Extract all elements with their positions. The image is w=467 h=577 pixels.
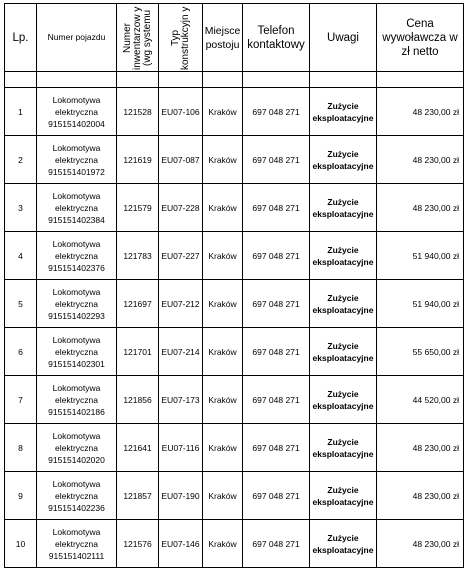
cell-price: 48 230,00 zł (377, 136, 464, 184)
cell-inventory: 121857 (117, 472, 159, 520)
vehicle-line1: Lokomotywa (52, 94, 101, 105)
vehicle-line3: 915151402301 (48, 358, 105, 369)
cell-location: Kraków (203, 376, 243, 424)
cell-lp: 6 (5, 328, 37, 376)
cell-type: EU07-227 (159, 232, 203, 280)
remarks-line2: eksploatacyjne (312, 496, 374, 507)
cell-remarks (310, 88, 377, 136)
vehicle-line3: 915151401972 (48, 166, 105, 177)
vehicle-line2: elektryczna (55, 490, 98, 501)
cell-phone: 697 048 271 (243, 184, 310, 232)
vehicle-line1: Lokomotywa (52, 142, 101, 153)
cell-type: EU07-087 (159, 136, 203, 184)
vehicle-line1: Lokomotywa (52, 430, 101, 441)
remarks-line1: Zużycie (327, 532, 359, 543)
cell-price: 48 230,00 zł (377, 424, 464, 472)
vehicle-line2: elektryczna (55, 538, 98, 549)
remarks-line2: eksploatacyjne (312, 160, 374, 171)
cell-remarks (310, 328, 377, 376)
cell-price: 51 940,00 zł (377, 232, 464, 280)
remarks-line2: eksploatacyjne (312, 448, 374, 459)
header-inventory-number-label: Numer inwentarzow y (wg systemu (121, 5, 153, 70)
cell-remarks (310, 136, 377, 184)
vehicle-line3: 915151402293 (48, 310, 105, 321)
cell-type: EU07-212 (159, 280, 203, 328)
cell-phone: 697 048 271 (243, 232, 310, 280)
table-row (5, 184, 464, 232)
cell-vehicle-number (37, 280, 117, 328)
table-row (5, 232, 464, 280)
table-row (5, 520, 464, 568)
remarks-line2: eksploatacyjne (312, 208, 374, 219)
remarks-line2: eksploatacyjne (312, 352, 374, 363)
cell-lp: 9 (5, 472, 37, 520)
vehicle-line2: elektryczna (55, 154, 98, 165)
cell-lp: 7 (5, 376, 37, 424)
cell-phone: 697 048 271 (243, 520, 310, 568)
header-vehicle-number: Numer pojazdu (37, 4, 117, 72)
remarks-line2: eksploatacyjne (312, 304, 374, 315)
cell-vehicle-number (37, 328, 117, 376)
remarks-line1: Zużycie (327, 292, 359, 303)
header-spacer-row (5, 72, 464, 88)
cell-vehicle-number (37, 88, 117, 136)
cell-inventory: 121641 (117, 424, 159, 472)
remarks-line1: Zużycie (327, 388, 359, 399)
cell-lp: 8 (5, 424, 37, 472)
vehicle-line2: elektryczna (55, 346, 98, 357)
vehicle-line1: Lokomotywa (52, 286, 101, 297)
cell-vehicle-number (37, 232, 117, 280)
cell-type: EU07-116 (159, 424, 203, 472)
cell-inventory: 121856 (117, 376, 159, 424)
cell-remarks (310, 376, 377, 424)
header-price: Cena wywoławcza w zł netto (377, 4, 464, 72)
cell-lp: 5 (5, 280, 37, 328)
cell-type: EU07-146 (159, 520, 203, 568)
vehicle-line2: elektryczna (55, 442, 98, 453)
remarks-line1: Zużycie (327, 436, 359, 447)
cell-inventory: 121697 (117, 280, 159, 328)
table-row (5, 328, 464, 376)
cell-phone: 697 048 271 (243, 376, 310, 424)
header-lp: Lp. (5, 4, 37, 72)
vehicle-line3: 915151402004 (48, 118, 105, 129)
cell-phone: 697 048 271 (243, 328, 310, 376)
table-row (5, 376, 464, 424)
table-row (5, 424, 464, 472)
cell-lp: 1 (5, 88, 37, 136)
vehicle-line2: elektryczna (55, 250, 98, 261)
remarks-line1: Zużycie (327, 340, 359, 351)
cell-type: EU07-106 (159, 88, 203, 136)
cell-price: 44 520,00 zł (377, 376, 464, 424)
vehicle-line1: Lokomotywa (52, 190, 101, 201)
cell-price: 48 230,00 zł (377, 520, 464, 568)
cell-location: Kraków (203, 424, 243, 472)
cell-remarks (310, 472, 377, 520)
cell-phone: 697 048 271 (243, 472, 310, 520)
cell-inventory: 121783 (117, 232, 159, 280)
cell-location: Kraków (203, 328, 243, 376)
cell-vehicle-number (37, 136, 117, 184)
remarks-line1: Zużycie (327, 196, 359, 207)
vehicle-line2: elektryczna (55, 106, 98, 117)
cell-lp: 10 (5, 520, 37, 568)
cell-lp: 4 (5, 232, 37, 280)
header-row (5, 4, 464, 72)
vehicle-line1: Lokomotywa (52, 334, 101, 345)
cell-remarks (310, 280, 377, 328)
vehicle-line3: 915151402384 (48, 214, 105, 225)
table-row (5, 280, 464, 328)
vehicle-line1: Lokomotywa (52, 382, 101, 393)
header-construction-type (159, 4, 203, 72)
vehicle-line2: elektryczna (55, 298, 98, 309)
cell-location: Kraków (203, 184, 243, 232)
table-row (5, 136, 464, 184)
cell-price: 48 230,00 zł (377, 184, 464, 232)
remarks-line2: eksploatacyjne (312, 256, 374, 267)
vehicle-line1: Lokomotywa (52, 526, 101, 537)
cell-vehicle-number (37, 184, 117, 232)
cell-location: Kraków (203, 88, 243, 136)
header-inventory-number (117, 4, 159, 72)
cell-type: EU07-173 (159, 376, 203, 424)
cell-vehicle-number (37, 472, 117, 520)
vehicle-line3: 915151402111 (48, 550, 105, 561)
cell-lp: 3 (5, 184, 37, 232)
cell-price: 51 940,00 zł (377, 280, 464, 328)
remarks-line1: Zużycie (327, 484, 359, 495)
cell-inventory: 121576 (117, 520, 159, 568)
cell-location: Kraków (203, 136, 243, 184)
cell-inventory: 121701 (117, 328, 159, 376)
cell-phone: 697 048 271 (243, 280, 310, 328)
cell-vehicle-number (37, 376, 117, 424)
vehicle-table (4, 3, 464, 568)
cell-inventory: 121528 (117, 88, 159, 136)
cell-price: 55 650,00 zł (377, 328, 464, 376)
cell-phone: 697 048 271 (243, 424, 310, 472)
cell-type: EU07-228 (159, 184, 203, 232)
header-remarks: Uwagi (310, 4, 377, 72)
cell-location: Kraków (203, 280, 243, 328)
cell-remarks (310, 232, 377, 280)
header-construction-type-label: Typ konstrukcyjn y (169, 5, 191, 70)
header-phone: Telefon kontaktowy (243, 4, 310, 72)
cell-location: Kraków (203, 232, 243, 280)
cell-price: 48 230,00 zł (377, 472, 464, 520)
vehicle-line3: 915151402236 (48, 502, 105, 513)
cell-inventory: 121619 (117, 136, 159, 184)
table-row (5, 472, 464, 520)
cell-phone: 697 048 271 (243, 88, 310, 136)
cell-price: 48 230,00 zł (377, 88, 464, 136)
table-body (5, 88, 464, 568)
cell-inventory: 121579 (117, 184, 159, 232)
cell-phone: 697 048 271 (243, 136, 310, 184)
vehicle-line2: elektryczna (55, 202, 98, 213)
vehicle-line3: 915151402186 (48, 406, 105, 417)
cell-location: Kraków (203, 520, 243, 568)
remarks-line1: Zużycie (327, 148, 359, 159)
table-row (5, 88, 464, 136)
cell-remarks (310, 424, 377, 472)
cell-remarks (310, 184, 377, 232)
header-location: Miejsce postoju (203, 4, 243, 72)
cell-type: EU07-214 (159, 328, 203, 376)
remarks-line2: eksploatacyjne (312, 112, 374, 123)
vehicle-line1: Lokomotywa (52, 238, 101, 249)
remarks-line1: Zużycie (327, 244, 359, 255)
cell-location: Kraków (203, 472, 243, 520)
remarks-line2: eksploatacyjne (312, 400, 374, 411)
cell-remarks (310, 520, 377, 568)
vehicle-line1: Lokomotywa (52, 478, 101, 489)
cell-vehicle-number (37, 520, 117, 568)
vehicle-line3: 915151402376 (48, 262, 105, 273)
vehicle-line3: 915151402020 (48, 454, 105, 465)
cell-lp: 2 (5, 136, 37, 184)
cell-vehicle-number (37, 424, 117, 472)
cell-type: EU07-190 (159, 472, 203, 520)
vehicle-line2: elektryczna (55, 394, 98, 405)
remarks-line2: eksploatacyjne (312, 544, 374, 555)
remarks-line1: Zużycie (327, 100, 359, 111)
